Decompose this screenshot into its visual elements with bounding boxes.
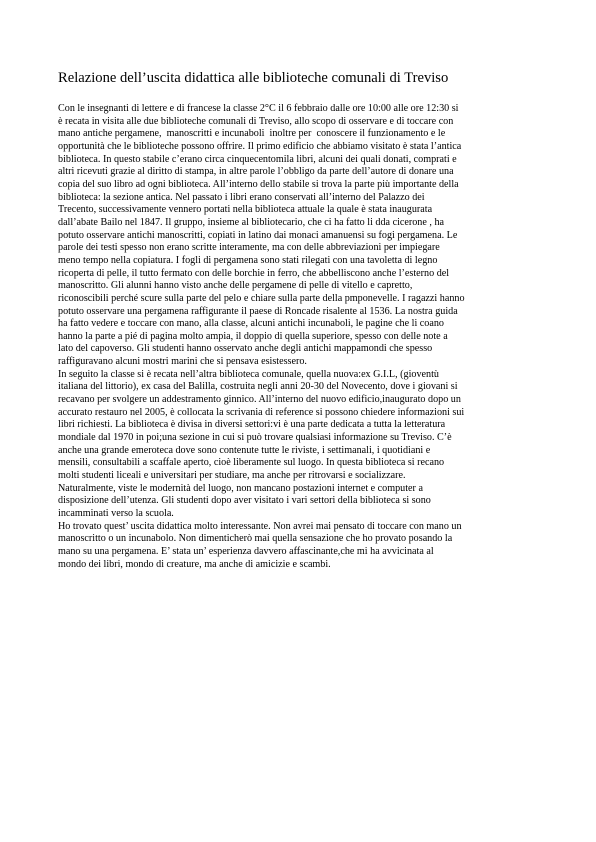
document-body <box>58 103 578 571</box>
body-text-line: molti studenti liceali e universitari per studiare, ma anche per ritrovarsi e socializzare. <box>58 470 406 482</box>
body-text-line: riconoscibili perché scure sulla parte del pelo e chiare sulla parte della pmponevelle. I ragazzi hanno <box>58 292 465 304</box>
body-text-line: anche una grande emeroteca dove sono contenute tutte le riviste, i settimanali, i quotidiani e <box>58 444 431 456</box>
body-text-line: accurato restauro nel 2005, è collocata la scrivania di reference si possono chiedere informazioni sui <box>58 406 465 418</box>
body-text-line: meno tempo nella copiatura. I fogli di pergamena sono stati rilegati con una tavoletta di legno <box>58 254 438 266</box>
body-text-line: libri richiesti. La biblioteca è divisa in diversi settori:vi è una parte dedicata a tutta la letteratura <box>58 419 446 431</box>
body-text-line: opportunità che le biblioteche possono offrire. Il primo edificio che abbiamo visitato è stata l’antica <box>58 140 462 152</box>
body-text-line: hanno la parte a pié di pagina molto ampia, il doppio di quella superiore, spesso con delle note a <box>58 330 448 342</box>
body-text-line: potuto osservare una pergamena raffigurante il paese di Roncade risalente al 1536. La nostra guida <box>58 305 458 317</box>
body-text-line: mano su una pergamena. E’ stata un’ esperienza davvero affascinante,che mi ha avvicinata al <box>58 545 434 557</box>
body-text-line: mondiale dal 1970 in poi;una sezione in cui si può trovare qualsiasi informazione su Treviso. C’è <box>58 432 452 444</box>
body-text-line: mondo dei libri, mondo di creature, ma anche di amicizie e scambi. <box>58 558 331 570</box>
body-text-line: manoscritto. Gli alunni hanno visto anche delle pergamene di pelle di vitello e capretto, <box>58 280 413 292</box>
body-text-line: italiana del littorio), ex casa del Balilla, costruita negli anni 20-30 del Novecento, dove i giovani si <box>58 381 458 393</box>
body-text-line: potuto osservare antichi manoscritti, copiati in latino dai monaci amanuensi su fogi pergamena. Le <box>58 229 458 241</box>
body-text-line: altri ricevuti grazie al diritto di stampa, in altre parole l’obbligo da parte dell’autore di donare una <box>58 166 454 178</box>
body-text-line: ha fatto vedere e toccare con mano, alla classe, alcuni antichi incunaboli, le pagine che li coano <box>58 318 444 330</box>
body-text-line: mensili, consultabili a scaffale aperto, cioè liberamente sul luogo. In questa biblioteca si recano <box>58 457 445 469</box>
body-text-line: Trecento, successivamente vennero portati nella biblioteca attuale la quale è stata inaugurata <box>58 204 433 216</box>
body-text-line: biblioteca: la sezione antica. Nel passato i libri erano conservati all’interno del Palazzo dei <box>58 191 425 203</box>
body-text-line: raffiguravano alcuni mostri marini che si pensava esistessero. <box>58 356 307 368</box>
body-text-line: disposizione dell’utenza. Gli studenti dopo aver visitato i vari settori della biblioteca si sono <box>58 495 431 507</box>
body-text-line: In seguito la classe si è recata nell’altra biblioteca comunale, quella nuova:ex G.I.L, (gioventù <box>58 368 439 380</box>
document-title: Relazione dell’uscita didattica alle biblioteche comunali di Treviso <box>58 70 449 86</box>
body-text-line: manoscritto o un incunabolo. Non dimenticherò mai quella sensazione che ho provato posando la <box>58 533 453 545</box>
body-text-line: mano antiche pergamene, manoscritti e incunaboli inoltre per conoscere il funzionamento e le <box>58 128 446 140</box>
body-text-line: è recata in visita alle due biblioteche comunali di Treviso, allo scopo di osservare e di toccare con <box>58 115 454 127</box>
body-text-line: biblioteca. In questo stabile c’erano circa cinquecentomila libri, alcuni dei quali donati, comprati e <box>58 153 457 165</box>
body-text-line: incamminati verso la scuola. <box>58 508 174 519</box>
body-text-line: Con le insegnanti di lettere e di francese la classe 2°C il 6 febbraio dalle ore 10:00 alle ore 12:30 si <box>58 103 459 114</box>
body-text-line: Ho trovato quest’ uscita didattica molto interessante. Non avrei mai pensato di toccare con mano un <box>58 520 462 532</box>
body-text-line: dall’abate Bailo nel 1847. Il gruppo, insieme al bibliotecario, che ci ha fatto li dda cicerone , ha <box>58 216 445 228</box>
body-text-line: ricoperta di pelle, il tutto fermato con delle borchie in ferro, che abbelliscono anche l’esterno del <box>58 267 450 279</box>
body-text-line: copia del suo libro ad ogni biblioteca. All’interno dello stabile si trova la parte più importante della <box>58 178 459 190</box>
body-text-line: parole dei testi spesso non erano scritte interamente, ma con delle abbreviazioni per impiegare <box>58 242 440 254</box>
body-text-line: Naturalmente, viste le modernità del luogo, non mancano postazioni internet e computer a <box>58 482 423 494</box>
body-text-line: recavano per svolgere un addestramento ginnico. All’interno del nuovo edificio,inaugurato dopo un <box>58 394 461 406</box>
body-text-line: lato del capoverso. Gli studenti hanno osservato anche degli antichi mappamondi che spesso <box>58 343 433 355</box>
